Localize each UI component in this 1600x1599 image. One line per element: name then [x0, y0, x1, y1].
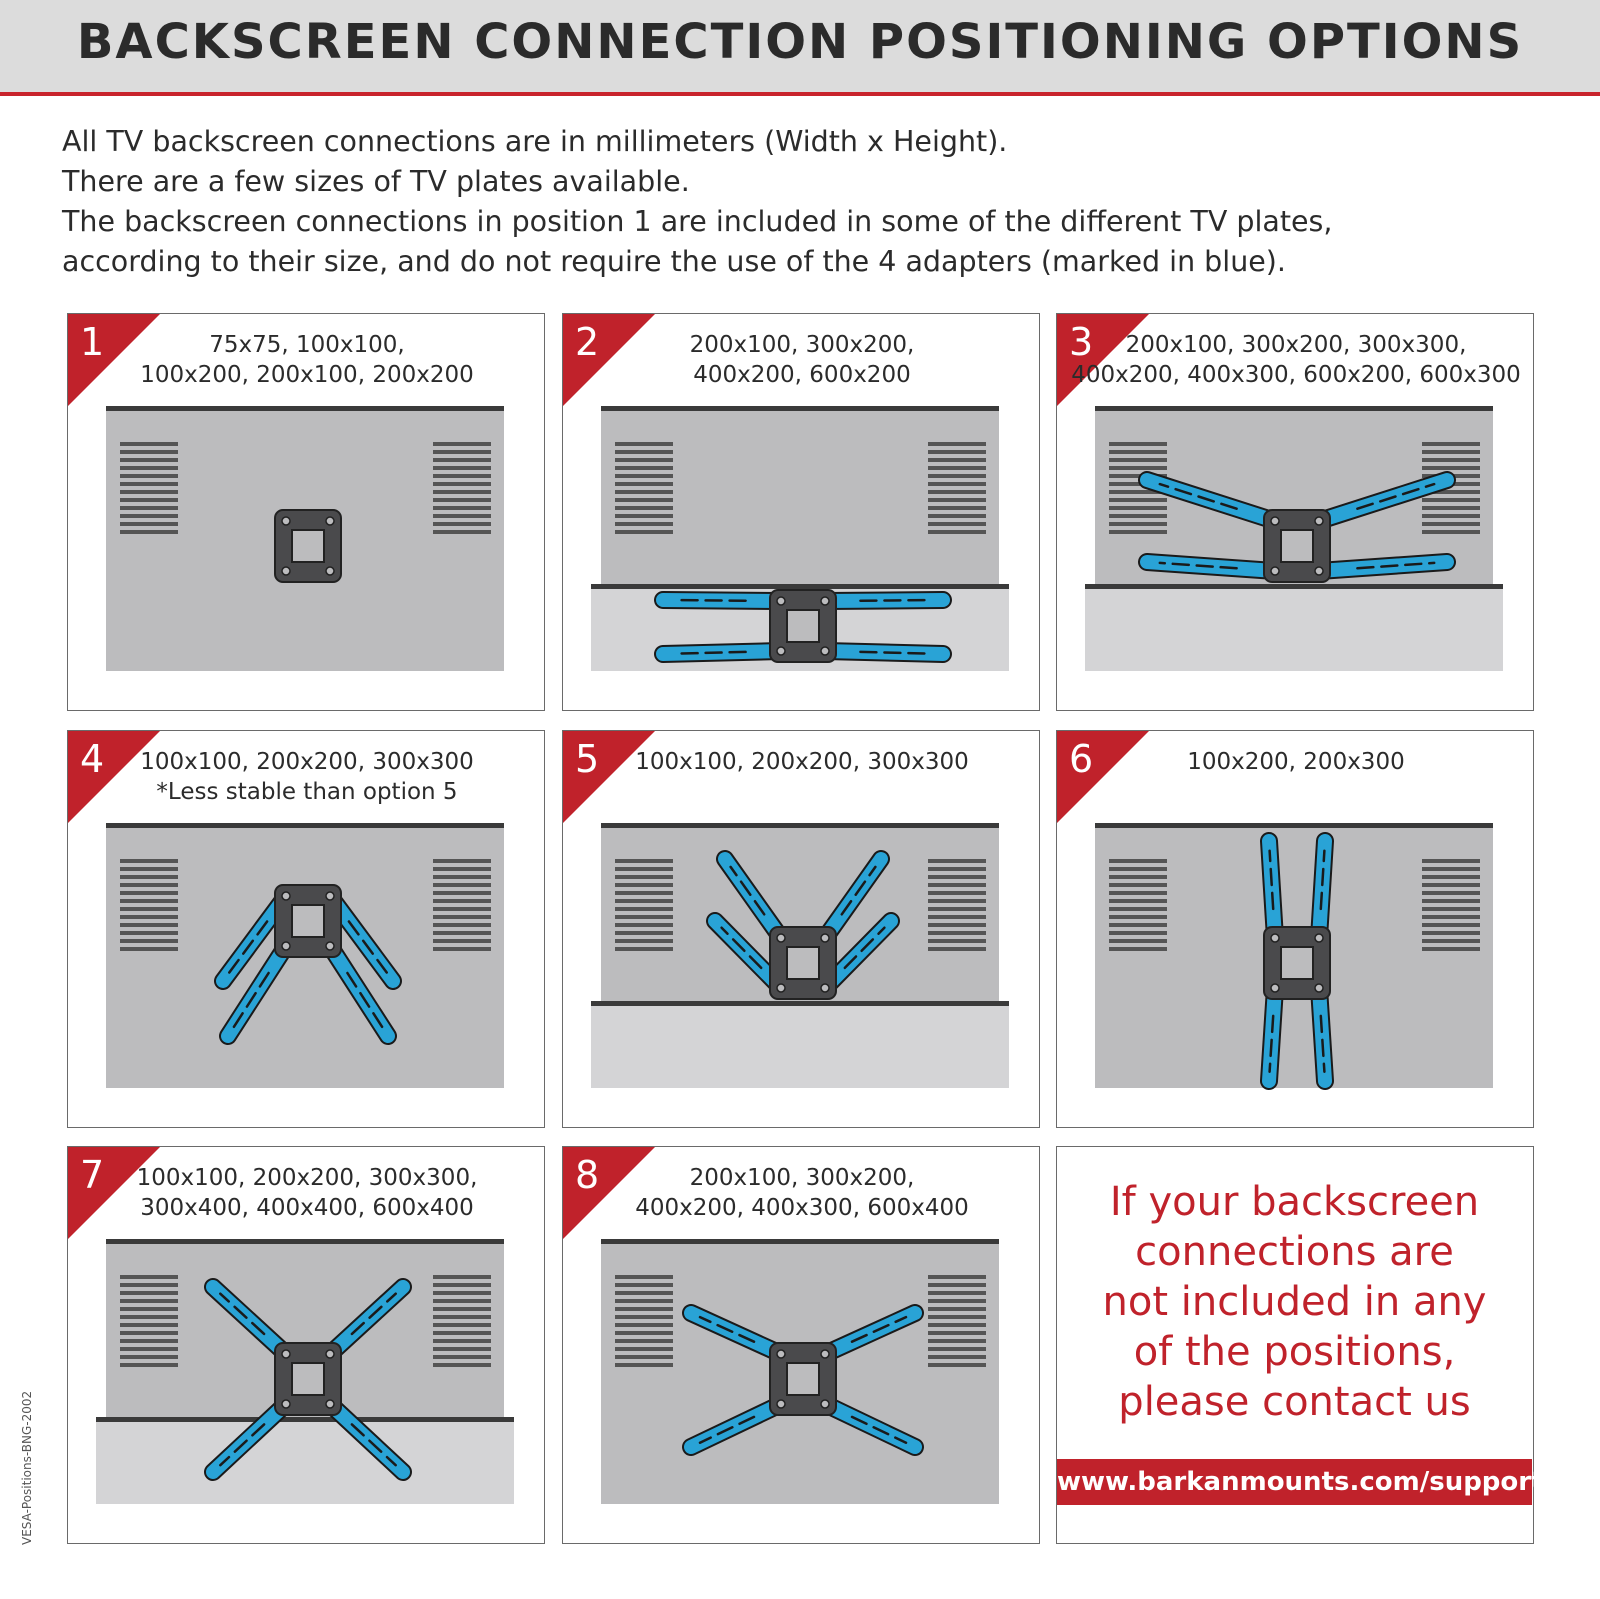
option-size-line: 100x100, 200x200, 300x300: [140, 749, 474, 775]
option-panel-8: [562, 1146, 1040, 1544]
tv-top-edge: [106, 823, 504, 828]
tv-top-edge: [106, 406, 504, 411]
option-size-line: 75x75, 100x100,: [209, 332, 405, 358]
option-size-line: 400x200, 400x300, 600x200, 600x300: [1071, 362, 1521, 388]
contact-message-line: If your backscreen: [1109, 1179, 1480, 1225]
intro-line: according to their size, and do not require the use of the 4 adapters (marked in blue).: [62, 245, 1286, 278]
tv-stand-edge: [1085, 584, 1503, 589]
option-size-line: 100x100, 200x200, 300x300: [635, 749, 969, 775]
option-number: 4: [80, 737, 105, 781]
intro-line: There are a few sizes of TV plates available.: [62, 165, 690, 198]
tv-top-edge: [601, 406, 999, 411]
tv-stand-base: [591, 1001, 1009, 1088]
option-sizes: [563, 747, 1040, 777]
mount-plate: [275, 510, 341, 582]
tv-top-edge: [1095, 823, 1493, 828]
adapter-arm: [825, 600, 943, 601]
adapter-arm: [663, 600, 781, 601]
option-panel-3: [1056, 313, 1534, 711]
contact-message: [1057, 1177, 1532, 1427]
mount-plate: [770, 1343, 836, 1415]
option-size-line: 300x400, 400x400, 600x400: [140, 1195, 474, 1221]
contact-message-line: of the positions,: [1133, 1329, 1456, 1375]
option-number: 5: [575, 737, 600, 781]
contact-panel: [1056, 1146, 1544, 1544]
contact-message-line: not included in any: [1102, 1279, 1487, 1325]
option-size-line: 400x200, 600x200: [693, 362, 911, 388]
tv-stand-edge: [591, 1001, 1009, 1006]
option-sizes: [563, 1163, 1040, 1223]
mount-plate: [275, 885, 341, 957]
mount-plate: [1264, 927, 1330, 999]
option-number: 6: [1069, 737, 1094, 781]
adapter-arm: [825, 651, 943, 654]
adapter-arm: [1319, 841, 1325, 938]
option-size-line: 100x100, 200x200, 300x300,: [136, 1165, 478, 1191]
tv-top-edge: [1095, 406, 1493, 411]
option-number: 7: [80, 1153, 105, 1197]
option-size-line: 200x100, 300x200,: [689, 1165, 915, 1191]
adapter-arm: [1269, 988, 1275, 1081]
contact-message-line: please contact us: [1118, 1379, 1471, 1425]
option-number: 2: [575, 320, 600, 364]
option-number: 8: [575, 1153, 600, 1197]
option-size-line: *Less stable than option 5: [156, 779, 458, 805]
tv-stand-base: [96, 1417, 514, 1504]
support-link[interactable]: www.barkanmounts.com/support: [1057, 1459, 1532, 1505]
intro-line: The backscreen connections in position 1 are included in some of the different TV plates,: [62, 205, 1333, 238]
adapter-arm: [1269, 841, 1275, 938]
option-panel-7: [67, 1146, 545, 1544]
option-panel-6: [1056, 730, 1534, 1128]
mount-plate: [1264, 510, 1330, 582]
adapter-arm: [1319, 562, 1447, 571]
mount-plate: [275, 1343, 341, 1415]
option-number: 3: [1069, 320, 1094, 364]
tv-stand-edge: [591, 584, 1009, 589]
mount-plate: [770, 590, 836, 662]
tv-top-edge: [601, 823, 999, 828]
option-sizes: [68, 1163, 545, 1223]
page-title: BACKSCREEN CONNECTION POSITIONING OPTIONS: [76, 14, 1524, 70]
adapter-arm: [663, 651, 781, 654]
option-size-line: 200x100, 300x200,: [689, 332, 915, 358]
tv-stand-edge: [96, 1417, 514, 1422]
option-sizes: [68, 330, 545, 390]
option-panel-2: [562, 313, 1040, 711]
option-sizes: [1057, 330, 1534, 390]
option-size-line: 200x100, 300x200, 300x300,: [1125, 332, 1467, 358]
option-sizes: [1057, 747, 1534, 777]
option-size-line: 100x200, 200x100, 200x200: [140, 362, 474, 388]
adapter-arm: [1319, 988, 1325, 1081]
option-size-line: 400x200, 400x300, 600x400: [635, 1195, 969, 1221]
tv-top-edge: [601, 1239, 999, 1244]
document-id: VESA-Positions-BNG-2002: [20, 1390, 34, 1545]
contact-message-line: connections are: [1135, 1229, 1454, 1275]
adapter-arm: [1147, 562, 1275, 571]
option-panel-4: [67, 730, 545, 1128]
option-sizes: [563, 330, 1040, 390]
option-sizes: [68, 747, 545, 807]
mount-plate: [770, 927, 836, 999]
intro-line: All TV backscreen connections are in millimeters (Width x Height).: [62, 125, 1008, 158]
tv-top-edge: [106, 1239, 504, 1244]
option-panel-5: [562, 730, 1040, 1128]
option-panel-1: [67, 313, 545, 711]
option-number: 1: [80, 320, 105, 364]
option-size-line: 100x200, 200x300: [1187, 749, 1405, 775]
intro-text: [62, 122, 1542, 282]
tv-stand-base: [1085, 584, 1503, 671]
